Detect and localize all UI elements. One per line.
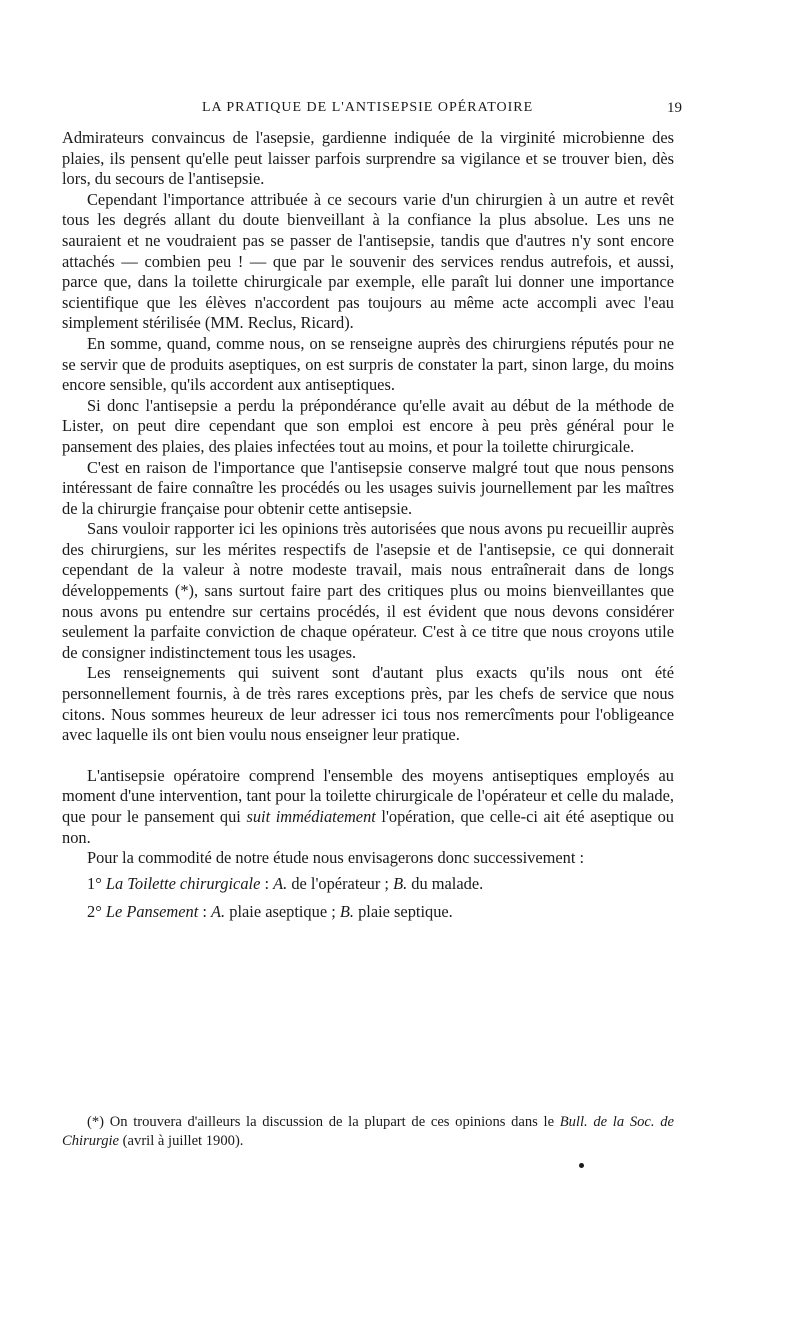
plan-item: 2° Le Pansement : A. plaie aseptique ; B. plaie septique. [87, 901, 453, 921]
plan-item: 1° La Toilette chirurgicale : A. de l'opérateur ; B. du malade. [87, 873, 484, 893]
plan-item-number: 2° [87, 901, 102, 921]
definition-emphasis: suit immédiatement [246, 807, 376, 826]
plan-item-b-label: B. [339, 901, 354, 921]
footnote-text: On trouvera d'ailleurs la discussion de la plupart de ces opinions dans le [109, 1113, 560, 1130]
plan-item-a-text: plaie aseptique ; [229, 901, 336, 921]
definition-text: L'antisepsie opératoire comprend l'ensemble des moyens antiseptiques employés au moment d'une intervention, tant pour la toilette chirurgicale de l'opérateur et celle du malade, que pour le pansement qui [62, 765, 674, 826]
paragraph: Si donc l'antisepsie a perdu la prépondérance qu'elle avait au début de la méthode de Lister, on peut dire cependant que son emploi est encore à peu près général pour le pansement des plaies, des plaies infectées tout au moins, et pour la toilette chirurgicale. [62, 395, 674, 456]
plan-item-a-label: A. [273, 873, 288, 893]
footnote-mark: (*) [87, 1113, 105, 1130]
definition-paragraph [62, 766, 674, 848]
footnote [62, 1113, 674, 1152]
definition-text-end: l'opération, que celle-ci ait été aseptique ou non. [62, 807, 674, 847]
page-number: 19 [667, 100, 682, 116]
plan-item-b-text: du malade. [411, 873, 484, 893]
footnote-journal: Bull. de la Soc. de Chirurgie [62, 1113, 674, 1150]
paragraph: C'est en raison de l'importance que l'antisepsie conserve malgré tout que nous pensons intéressant de faire connaître les procédés ou les usages suivis journellement par les maîtres de la chirurgie française pour obtenir cette antisepsie. [62, 457, 674, 518]
paragraph: Admirateurs convaincus de l'asepsie, gardienne indiquée de la virginité microbienne des plaies, ils pensent qu'elle peut laisser parfois surprendre sa vigilance et se trouver bien, dès lors, du secours de l'antisepsie. [62, 128, 674, 189]
footnote-text-end: (avril à juillet 1900). [119, 1133, 244, 1150]
plan-item-number: 1° [87, 873, 102, 893]
paragraph: Cependant l'importance attribuée à ce secours varie d'un chirurgien à un autre et revêt tous les degrés allant du doute bienveillant à la confiance la plus absolue. Les uns ne sauraient et ne voudraient pas se passer de l'antisepsie, tandis que d'autres n'y sont encore attachés — combien peu ! — que par le souvenir des services rendus autrefois, et aussi, parce que, dans la toilette chirurgicale par exemple, elle paraît lui donner une importance scientifique que les élèves n'accordent pas toujours au même acte accompli avec l'eau simplement stérilisée (MM. Reclus, Ricard). [62, 189, 674, 333]
plan-item-a-label: A. [211, 901, 226, 921]
running-head: LA PRATIQUE DE L'ANTISEPSIE OPÉRATOIRE [202, 100, 534, 115]
plan-item-title: Le Pansement [105, 901, 199, 921]
paragraph: Sans vouloir rapporter ici les opinions très autorisées que nous avons pu recueillir auprès des chirurgiens, sur les mérites respectifs de l'asepsie et de l'antisepsie, ce qui donnerait cependant de la valeur à notre modeste travail, mais nous entraînerait dans de longs développements (*), sans surtout faire part des critiques plus ou moins bienveillantes que nous avons pu entendre sur certains procédés, il est évident que nous devons considérer seulement la parfaite conviction de chaque opérateur. C'est à ce titre que nous croyons utile de consigner indistinctement tous les usages. [62, 519, 674, 662]
paragraph: Les renseignements qui suivent sont d'autant plus exacts qu'ils nous ont été personnellement fournis, à de très rares exceptions près, par les chefs de service que nous citons. Nous sommes heureux de leur adresser ici tous nos remercîments pour l'obligeance avec laquelle ils ont bien voulu nous enseigner leur pratique. [62, 663, 674, 745]
plan-item-b-text: plaie septique. [358, 901, 453, 921]
plan-item-title: La Toilette chirurgicale [105, 873, 261, 893]
paragraph: En somme, quand, comme nous, on se renseigne auprès des chirurgiens réputés pour ne se servir que de produits aseptiques, on est surpris de constater la part, sinon large, du moins encore sensible, qu'ils accordent aux antiseptiques. [62, 333, 674, 395]
ink-dot [579, 1163, 584, 1168]
plan-item-a-text: de l'opérateur ; [291, 873, 389, 893]
body-text [62, 128, 674, 923]
plan-intro: Pour la commodité de notre étude nous envisagerons donc successivement : [87, 848, 585, 868]
page-header [62, 100, 682, 120]
plan-item-b-label: B. [393, 873, 408, 893]
